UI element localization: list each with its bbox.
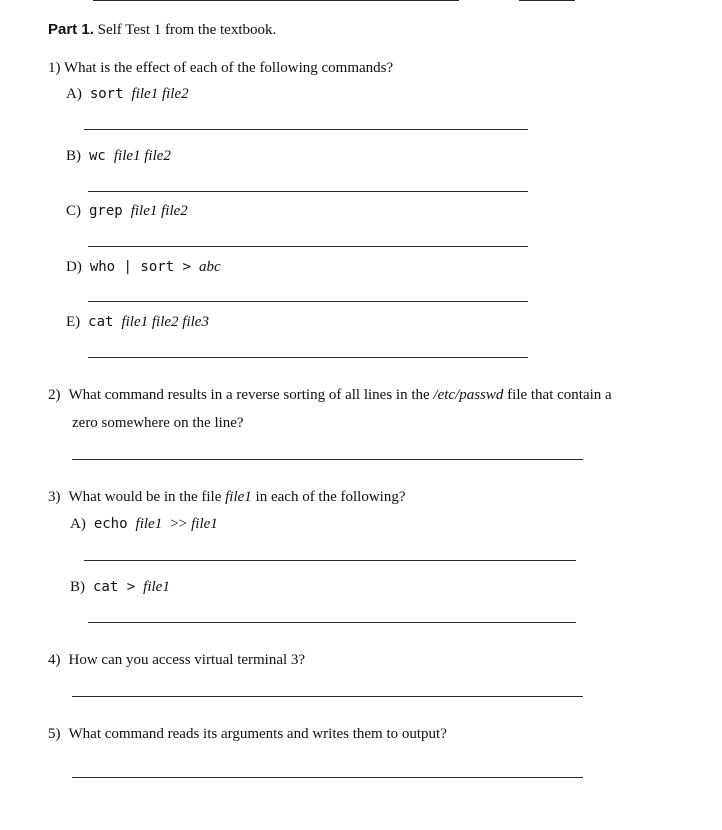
q3-a-letter: A) [70, 516, 86, 532]
q1-d-answer-line[interactable] [88, 301, 528, 302]
q3-text-start: What would be in the file [68, 489, 226, 505]
q3-a-arg2: file1 [191, 516, 218, 532]
top-rule-right [519, 0, 575, 1]
q4-answer-line[interactable] [72, 696, 583, 697]
q1-a-item [66, 86, 189, 103]
q2-prompt-line2: zero somewhere on the line? [72, 415, 244, 431]
q1-e-command: cat [88, 314, 114, 330]
q3-a-operator: >> [170, 516, 188, 532]
q3-number: 3) [48, 489, 61, 505]
q1-e-item [66, 314, 209, 331]
q5-answer-line[interactable] [72, 777, 583, 778]
q1-a-command: sort [89, 86, 124, 102]
part-heading [48, 21, 276, 39]
q1-d-letter: D) [66, 259, 82, 275]
q1-b-item [66, 148, 171, 165]
q3-b-answer-line[interactable] [88, 622, 576, 623]
q2-text-start: What command results in a reverse sorting of all lines in the [68, 387, 434, 403]
q5-text: What command reads its arguments and writes them to output? [68, 726, 447, 742]
q1-text: What is the effect of each of the following commands? [60, 60, 394, 76]
q1-e-args: file1 file2 file3 [121, 314, 209, 330]
q4-text: How can you access virtual terminal 3? [68, 652, 306, 668]
q1-d-item [66, 259, 221, 276]
q1-b-command: wc [89, 148, 106, 164]
q3-b-arg1: file1 [143, 579, 170, 595]
q1-a-args: file1 file2 [131, 86, 189, 102]
q4-prompt [48, 652, 305, 669]
q2-text-end: file that contain a [503, 387, 612, 403]
q3-b-item [70, 579, 170, 596]
q1-c-args: file1 file2 [130, 203, 188, 219]
q1-e-letter: E) [66, 314, 81, 330]
part-label: Part 1. [48, 21, 94, 38]
q4-number: 4) [48, 652, 61, 668]
q1-a-answer-line[interactable] [84, 129, 528, 130]
q3-a-arg1: file1 [135, 516, 163, 532]
q3-b-command: cat > [93, 579, 136, 595]
q1-number: 1) [48, 60, 61, 76]
q2-path: /etc/passwd [433, 387, 504, 403]
q2-answer-line[interactable] [72, 459, 583, 460]
q1-d-args: abc [198, 259, 221, 275]
q2-number: 2) [48, 387, 61, 403]
q1-c-item [66, 203, 188, 220]
q3-prompt [48, 489, 406, 506]
q1-c-letter: C) [66, 203, 81, 219]
q1-b-answer-line[interactable] [88, 191, 528, 192]
q3-a-answer-line[interactable] [84, 560, 576, 561]
q1-a-letter: A) [66, 86, 82, 102]
q1-e-answer-line[interactable] [88, 357, 528, 358]
q3-a-command: echo [93, 516, 128, 532]
part-title: Self Test 1 from the textbook. [93, 22, 277, 38]
q1-prompt [48, 60, 393, 77]
q1-b-letter: B) [66, 148, 81, 164]
q1-c-answer-line[interactable] [88, 246, 528, 247]
q1-b-args: file1 file2 [113, 148, 171, 164]
q3-b-letter: B) [70, 579, 85, 595]
q1-d-command: who | sort > [89, 259, 191, 275]
q3-file: file1 [225, 489, 252, 505]
top-rule-left [93, 0, 459, 1]
q1-c-command: grep [89, 203, 123, 219]
q3-a-item [70, 516, 218, 533]
q3-text-end: in each of the following? [251, 489, 406, 505]
q5-prompt [48, 726, 447, 743]
q5-number: 5) [48, 726, 61, 742]
q2-prompt [48, 387, 612, 404]
